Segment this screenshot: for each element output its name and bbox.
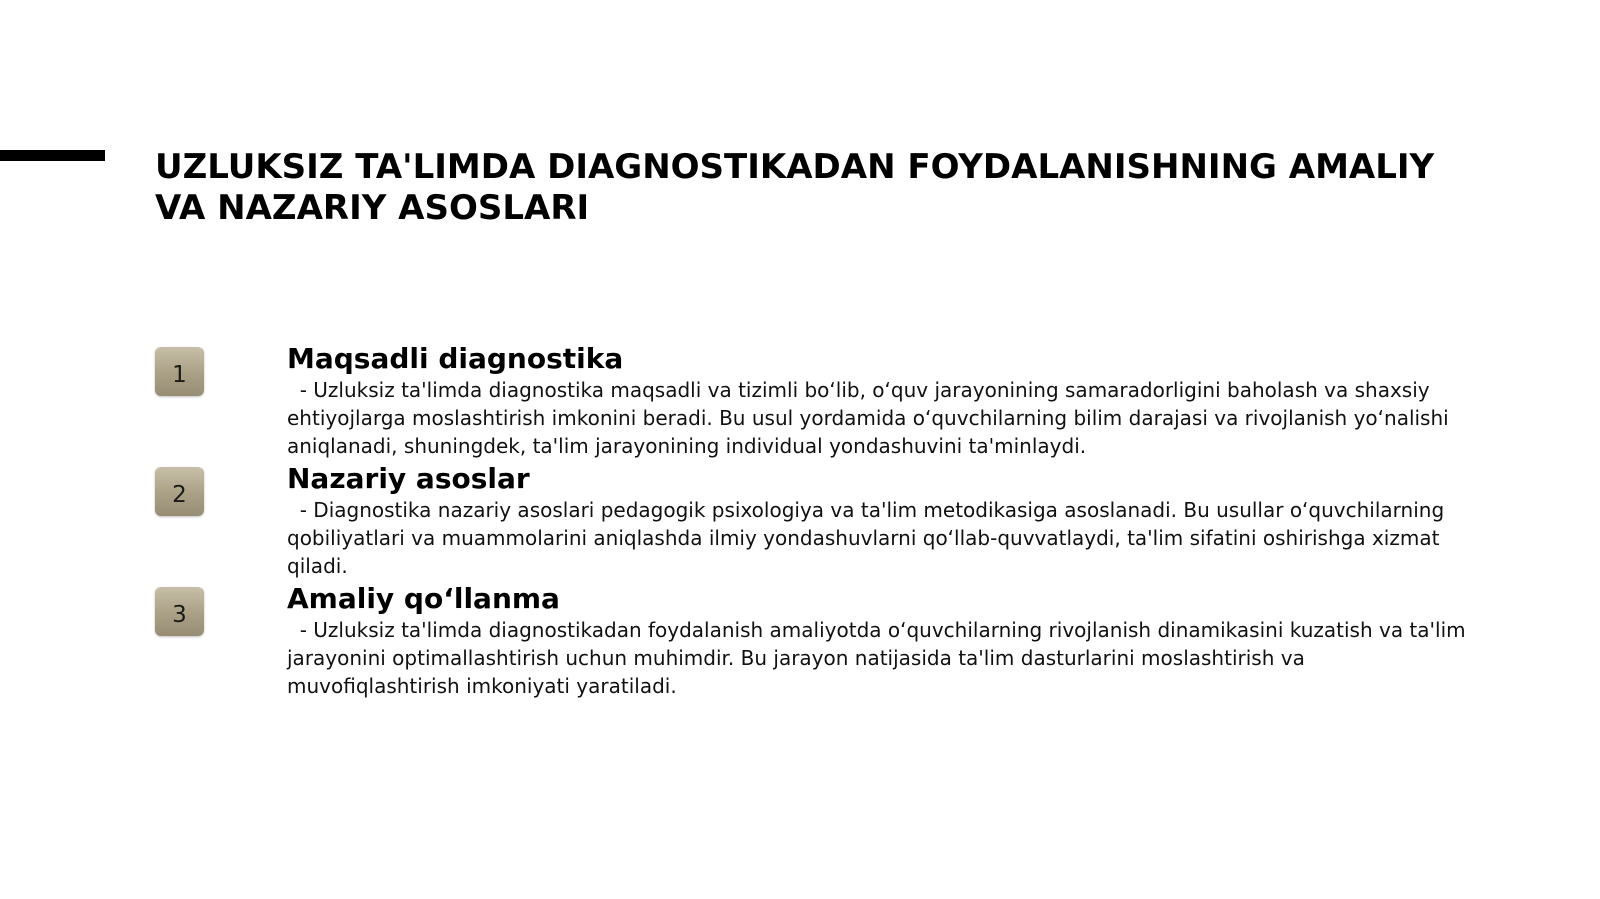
slide-title: UZLUKSIZ TA'LIMDA DIAGNOSTIKADAN FOYDALANISHNING AMALIY VA NAZARIY ASOSLARI	[155, 147, 1435, 228]
item-heading-3: Amaliy qo‘llanma	[287, 582, 560, 615]
number-badge-1: 1	[155, 347, 204, 396]
item-description-3: - Uzluksiz ta'limda diagnostikadan foydalanish amaliyotda o‘quvchilarning rivojlanish dinamikasini kuzatish va ta'lim jarayonini optimallashtirish uchun muhimdir. Bu jarayon natijasida ta'lim dasturlarini moslashtirish va muvofiqlashtirish imkoniyati yaratiladi.	[287, 618, 1472, 698]
number-badge-2: 2	[155, 467, 204, 516]
item-description-2: - Diagnostika nazariy asoslari pedagogik psixologiya va ta'lim metodikasiga asoslanadi. Bu usullar o‘quvchilarning qobiliyatlari va muammolarini aniqlashda ilmiy yondashuvlarni qo‘llab-quvvatlaydi, ta'lim sifatini oshirishga xizmat qiladi.	[287, 498, 1451, 578]
number-badge-3: 3	[155, 587, 204, 636]
item-description-1: - Uzluksiz ta'limda diagnostika maqsadli va tizimli bo‘lib, o‘quv jarayonining samaradorligini baholash va shaxsiy ehtiyojlarga moslashtirish imkonini beradi. Bu usul yordamida o‘quvchilarning bilim darajasi va rivojlanish yo‘nalishi aniqlanadi, shuningdek, ta'lim jarayonining individual yondashuvini ta'minlaydi.	[287, 378, 1456, 458]
item-heading-1: Maqsadli diagnostika	[287, 342, 624, 375]
item-heading-2: Nazariy asoslar	[287, 462, 530, 495]
